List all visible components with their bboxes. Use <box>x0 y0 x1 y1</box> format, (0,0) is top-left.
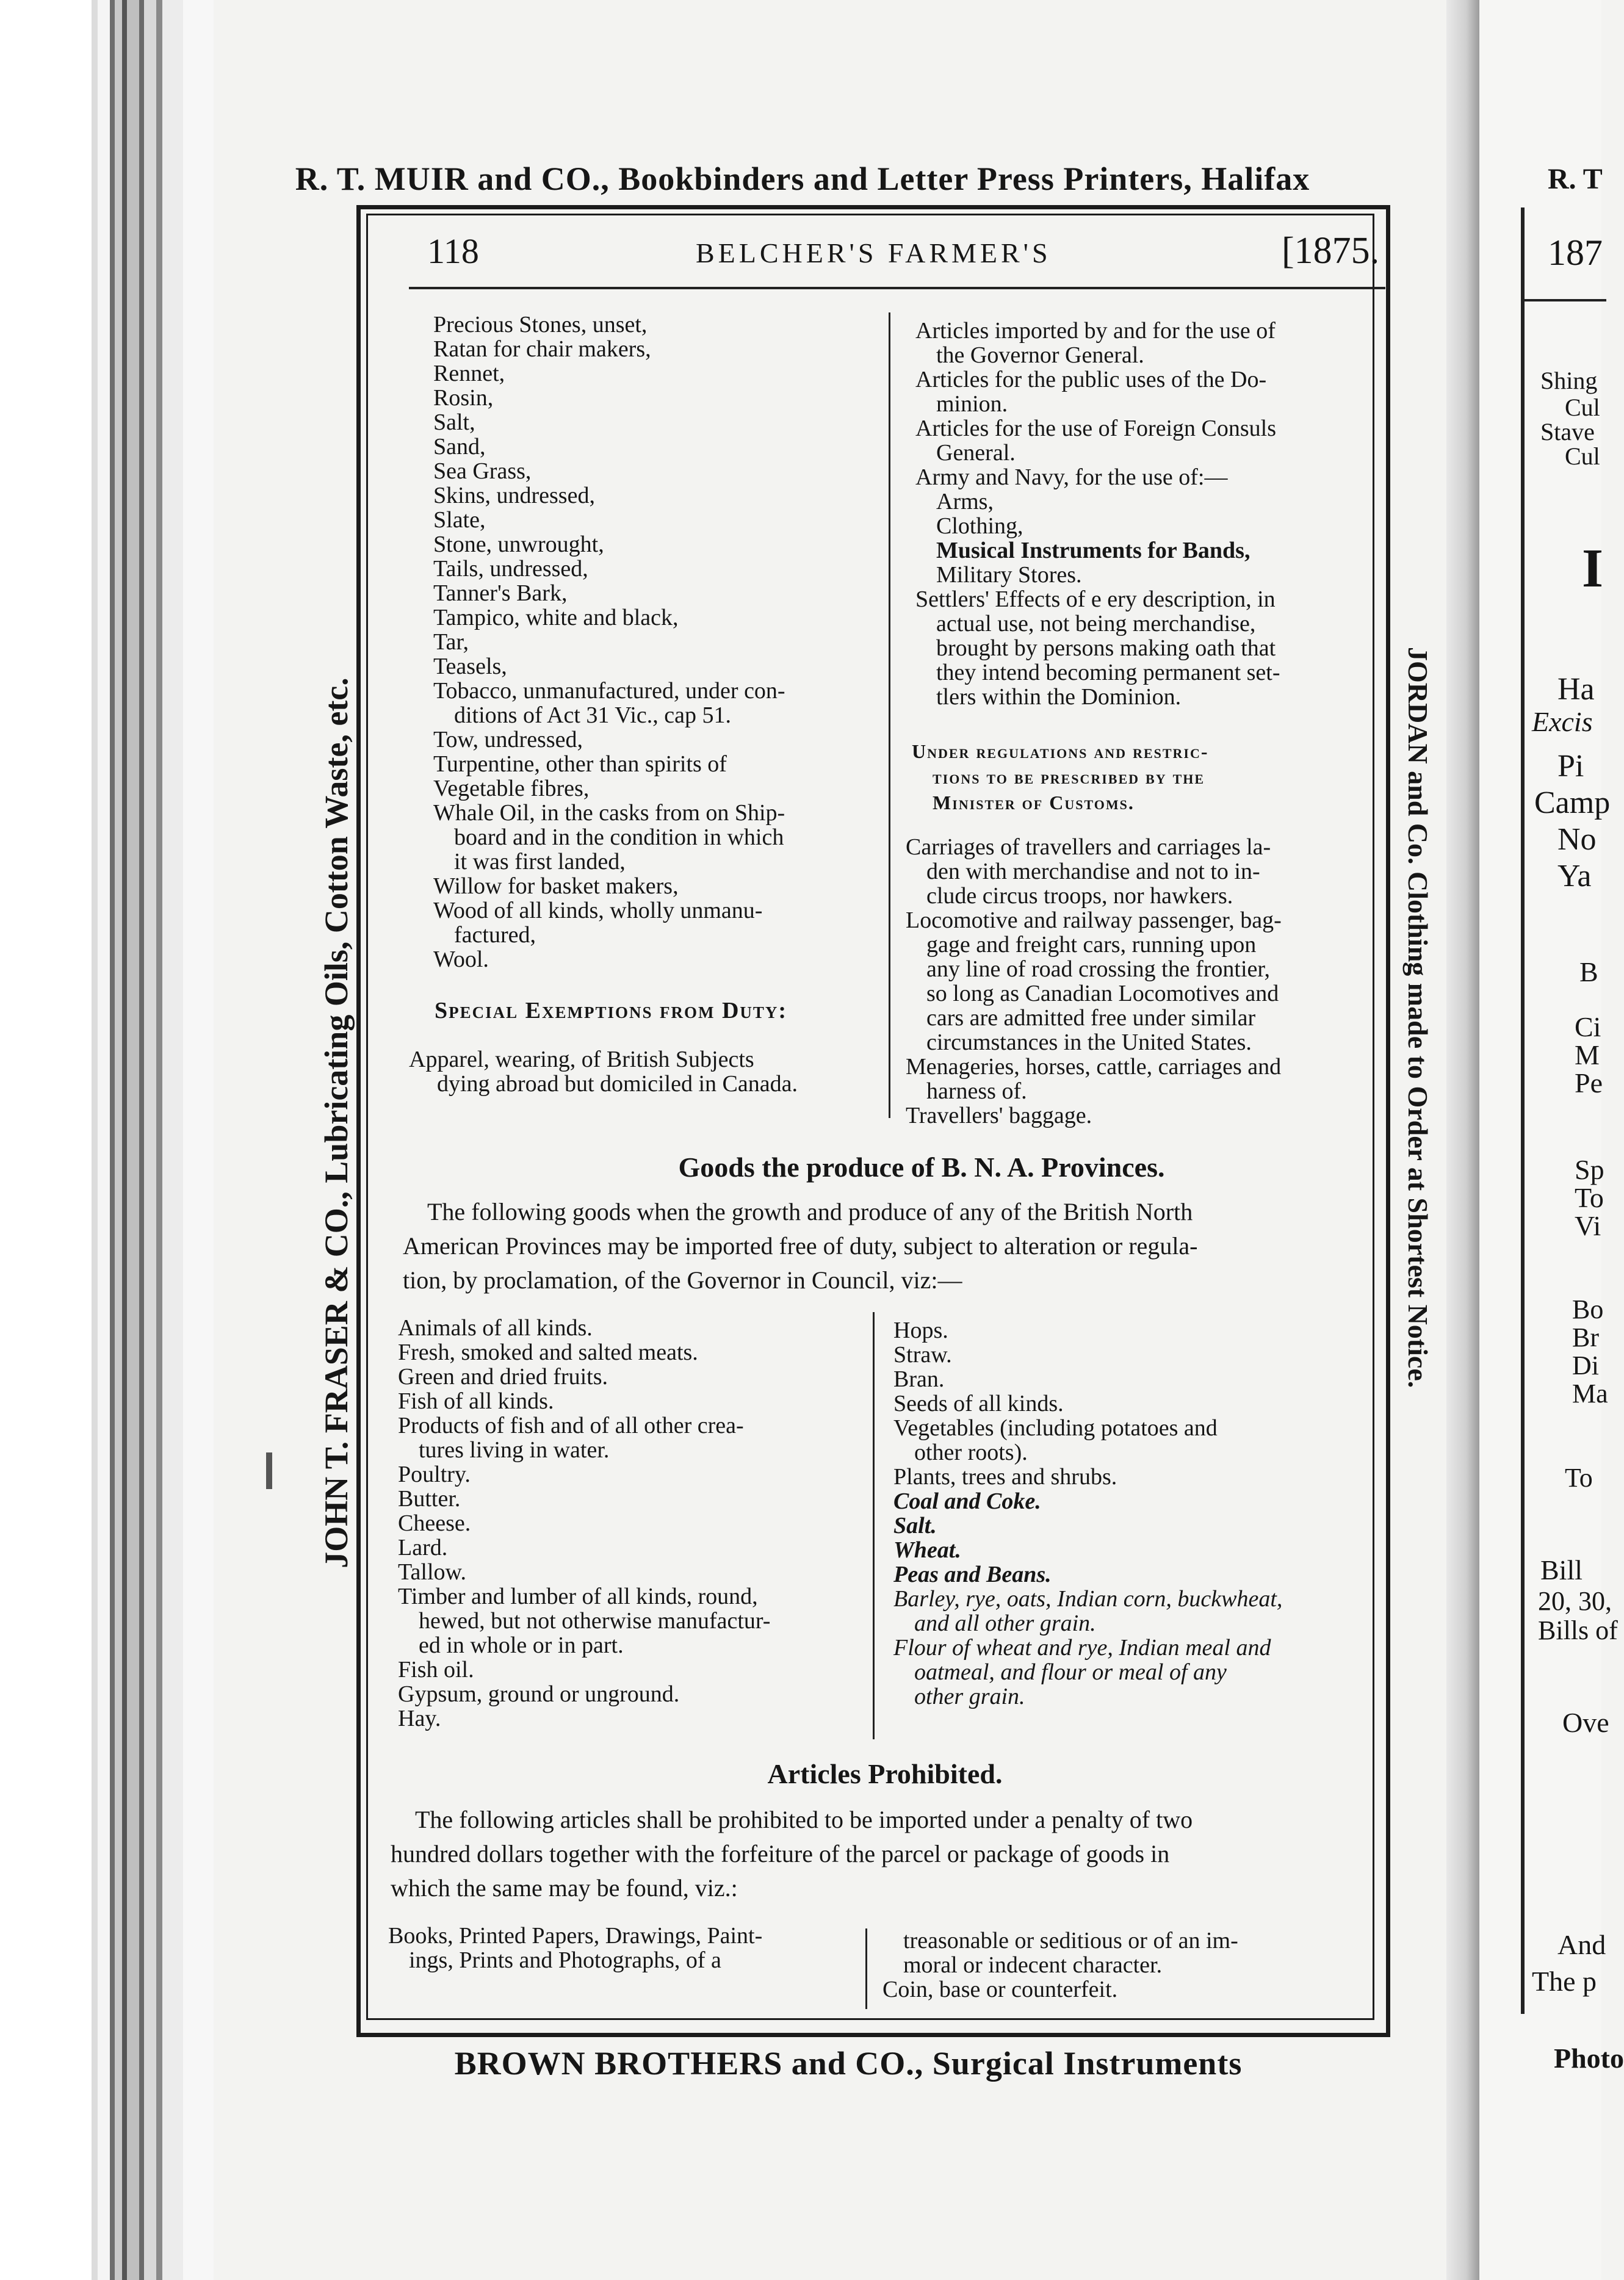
list-item: Wood of all kinds, wholly unmanu- <box>433 898 763 923</box>
heading-text: Special Exemptions from Duty: <box>435 998 788 1023</box>
list-item: Fish of all kinds. <box>398 1388 554 1414</box>
fragment: Bill <box>1540 1554 1583 1586</box>
list-item: Whale Oil, in the casks from on Ship- <box>433 800 785 826</box>
list-item: so long as Canadian Locomotives and <box>926 981 1279 1006</box>
list-item: tures living in water. <box>419 1437 610 1463</box>
list-item: Menageries, horses, cattle, carriages and <box>906 1054 1282 1080</box>
list-item: Peas and Beans. <box>893 1562 1052 1587</box>
bna-list-right <box>893 1318 1282 1709</box>
list-item: dying abroad but domiciled in Canada. <box>437 1071 798 1097</box>
fragment: Excis <box>1532 706 1593 737</box>
running-title: BELCHER'S FARMER'S <box>696 237 1052 269</box>
list-item: Military Stores. <box>936 562 1082 588</box>
fragment: Pi <box>1557 749 1584 784</box>
book-gutter-right <box>1446 0 1479 2280</box>
free-list-left <box>433 312 785 972</box>
list-item: they intend becoming permanent set- <box>936 660 1280 685</box>
fragment: Bo <box>1572 1294 1604 1324</box>
list-item: Tanner's Bark, <box>433 580 568 606</box>
list-item: Turpentine, other than spirits of <box>433 751 727 777</box>
adjacent-page-border <box>1521 207 1525 2014</box>
list-item: Skins, undressed, <box>433 483 595 508</box>
paragraph-line: hundred dollars together with the forfeiture of the parcel or package of goods in <box>391 1840 1170 1867</box>
list-item: clude circus troops, nor hawkers. <box>926 883 1233 909</box>
list-item: Fish oil. <box>398 1657 474 1683</box>
fragment: Cul <box>1565 394 1600 421</box>
fragment: Pe <box>1575 1067 1603 1099</box>
fragment: R. T <box>1548 163 1603 195</box>
footer-advertisement: BROWN BROTHERS and CO., Surgical Instruments <box>454 2045 1243 2082</box>
list-item: Bran. <box>893 1366 945 1392</box>
list-item: Tobacco, unmanufactured, under con- <box>433 678 785 704</box>
list-item: the Governor General. <box>936 342 1144 368</box>
fragment: To <box>1565 1463 1593 1493</box>
list-item: Cheese. <box>398 1510 471 1536</box>
list-item: Willow for basket makers, <box>433 873 679 899</box>
list-item: Products of fish and of all other crea- <box>398 1413 744 1438</box>
list-item: Coal and Coke. <box>893 1488 1041 1514</box>
list-item: Rennet, <box>433 361 505 386</box>
fragment: Br <box>1572 1322 1599 1352</box>
list-item: Articles for the public uses of the Do- <box>915 367 1267 392</box>
list-item: tlers within the Dominion. <box>936 684 1182 710</box>
list-item: Animals of all kinds. <box>398 1315 593 1341</box>
heading-line: Minister of Customs. <box>933 792 1135 814</box>
list-item: Army and Navy, for the use of:— <box>915 464 1228 490</box>
list-item: Tails, undressed, <box>433 556 588 582</box>
fragment: Ove <box>1562 1707 1609 1738</box>
special-exemptions-heading <box>435 998 787 1023</box>
list-item: Tallow. <box>398 1559 467 1585</box>
bna-list-left <box>398 1316 770 1731</box>
fragment: Di <box>1572 1351 1599 1380</box>
paragraph-line: American Provinces may be imported free of duty, subject to alteration or regula- <box>403 1232 1198 1260</box>
fragment: 20, 30, <box>1538 1586 1612 1616</box>
list-item: Vegetables (including potatoes and <box>893 1415 1218 1441</box>
list-item: circumstances in the United States. <box>926 1030 1252 1055</box>
list-item: Fresh, smoked and salted meats. <box>398 1340 698 1365</box>
list-item: Gypsum, ground or unground. <box>398 1681 680 1707</box>
fragment: Cul <box>1565 442 1600 470</box>
list-item: Timber and lumber of all kinds, round, <box>398 1584 758 1609</box>
paragraph-line: The following articles shall be prohibited to be imported under a penalty of two <box>415 1806 1193 1833</box>
side-advertisement-right-inner: JORDAN and Co. Clothing made to Order at Shortest Notice. <box>1402 647 1434 1388</box>
fragment: Stave <box>1540 418 1595 446</box>
fragment: Sp <box>1575 1154 1604 1185</box>
list-item: cars are admitted free under similar <box>926 1005 1256 1031</box>
list-item: Settlers' Effects of e ery description, in <box>915 586 1276 612</box>
list-item: Wheat. <box>893 1537 961 1563</box>
list-item: moral or indecent character. <box>903 1952 1163 1978</box>
fragment: Vi <box>1575 1210 1601 1241</box>
fragment: I <box>1582 538 1604 599</box>
fragment: Shing <box>1540 367 1598 394</box>
fragment: No <box>1557 822 1597 857</box>
list-item: Barley, rye, oats, Indian corn, buckwheat, <box>893 1586 1283 1612</box>
list-item: Articles imported by and for the use of <box>915 318 1276 344</box>
fragment: Photo <box>1554 2043 1624 2074</box>
list-item: Carriages of travellers and carriages la- <box>906 834 1271 860</box>
list-item: Locomotive and railway passenger, bag- <box>906 907 1282 933</box>
list-item: Tow, undressed, <box>433 727 583 752</box>
header-advertisement: R. T. MUIR and CO., Bookbinders and Letter Press Printers, Halifax <box>295 161 1310 197</box>
list-item: Coin, base or counterfeit. <box>882 1977 1118 2002</box>
fragment: The p <box>1532 1966 1597 1997</box>
list-item: ditions of Act 31 Vic., cap 51. <box>454 702 732 728</box>
list-item: Plants, trees and shrubs. <box>893 1464 1117 1490</box>
fragment: Bills of <box>1538 1615 1618 1645</box>
list-item: Butter. <box>398 1486 461 1512</box>
prohibited-list-left <box>388 1924 762 1972</box>
list-item: and all other grain. <box>914 1611 1096 1636</box>
list-item: ings, Prints and Photographs, of a <box>409 1947 721 1973</box>
side-advertisement-left: JOHN T. FRASER & CO., Lubricating Oils, Cotton Waste, etc. <box>318 677 355 1568</box>
list-item: it was first landed, <box>454 849 626 875</box>
list-item: Precious Stones, unset, <box>433 312 648 337</box>
fragment: Ma <box>1572 1379 1608 1409</box>
book-gutter-left <box>0 0 214 2280</box>
list-item: Books, Printed Papers, Drawings, Paint- <box>388 1923 763 1949</box>
special-exemptions-items <box>409 1047 798 1096</box>
paragraph-line: The following goods when the growth and produce of any of the British North <box>427 1198 1193 1225</box>
fragment: Camp <box>1534 785 1611 820</box>
margin-mark <box>266 1452 272 1489</box>
fragment: Ha <box>1557 672 1595 707</box>
list-item: Musical Instruments for Bands, <box>936 538 1250 563</box>
list-item: ed in whole or in part. <box>419 1632 624 1658</box>
regulations-heading <box>912 738 1209 815</box>
list-item: Wool. <box>433 947 489 972</box>
list-item: Sand, <box>433 434 486 460</box>
running-year: [1875. <box>1282 230 1380 272</box>
column-divider-upper <box>889 312 890 1118</box>
paragraph-line: which the same may be found, viz.: <box>391 1874 738 1902</box>
list-item: Clothing, <box>936 513 1023 539</box>
list-item: General. <box>936 440 1016 466</box>
heading-line: tions to be prescribed by the <box>933 766 1205 788</box>
adjacent-page-rule <box>1521 299 1606 301</box>
list-item: Straw. <box>893 1342 952 1368</box>
list-item: factured, <box>454 922 536 948</box>
list-item: Teasels, <box>433 654 507 679</box>
free-list-right <box>915 319 1280 709</box>
list-item: oatmeal, and flour or meal of any <box>914 1659 1227 1685</box>
page-number: 118 <box>427 231 479 271</box>
list-item: Articles for the use of Foreign Consuls <box>915 416 1277 441</box>
bna-heading: Goods the produce of B. N. A. Provinces. <box>678 1152 1165 1183</box>
list-item: hewed, but not otherwise manufactur- <box>419 1608 771 1634</box>
fragment: Ya <box>1557 859 1592 893</box>
list-item: Salt. <box>893 1513 937 1539</box>
list-item: Slate, <box>433 507 486 533</box>
list-item: Rosin, <box>433 385 494 411</box>
list-item: Salt, <box>433 409 475 435</box>
list-item: actual use, not being merchandise, <box>936 611 1256 637</box>
prohibited-list-right <box>882 1928 1238 2002</box>
list-item: gage and freight cars, running upon <box>926 932 1257 958</box>
heading-line: Under regulations and restric- <box>912 740 1209 762</box>
list-item: other grain. <box>914 1684 1025 1709</box>
list-item: Apparel, wearing, of British Subjects <box>409 1047 754 1072</box>
list-item: minion. <box>936 391 1008 417</box>
list-item: harness of. <box>926 1078 1027 1104</box>
list-item: board and in the condition in which <box>454 824 784 850</box>
list-item: Tampico, white and black, <box>433 605 679 630</box>
column-divider-lower <box>865 1928 867 2009</box>
list-item: Green and dried fruits. <box>398 1364 608 1390</box>
fragment: M <box>1575 1039 1600 1070</box>
list-item: Hops. <box>893 1318 948 1343</box>
list-item: Tar, <box>433 629 469 655</box>
prohibited-intro <box>391 1803 1193 1905</box>
list-item: any line of road crossing the frontier, <box>926 956 1271 982</box>
fragment: Ci <box>1575 1011 1601 1042</box>
prohibited-heading: Articles Prohibited. <box>767 1758 1003 1789</box>
list-item: Seeds of all kinds. <box>893 1391 1064 1416</box>
fragment: B <box>1579 956 1598 987</box>
fragment: To <box>1575 1182 1604 1213</box>
header-rule <box>409 287 1385 289</box>
list-item: Poultry. <box>398 1462 471 1487</box>
fragment: And <box>1557 1929 1606 1960</box>
adjacent-page <box>1479 0 1624 2280</box>
list-item: other roots). <box>914 1440 1028 1465</box>
list-item: treasonable or seditious or of an im- <box>903 1928 1238 1954</box>
list-item: Sea Grass, <box>433 458 532 484</box>
list-item: Arms, <box>936 489 994 514</box>
list-item: Hay. <box>398 1706 441 1731</box>
paragraph-line: tion, by proclamation, of the Governor in Council, viz:— <box>403 1266 962 1294</box>
list-item: Travellers' baggage. <box>906 1103 1092 1128</box>
regulations-items <box>906 835 1282 1128</box>
list-item: Stone, unwrought, <box>433 532 604 557</box>
column-divider-middle <box>873 1312 875 1739</box>
list-item: Vegetable fibres, <box>433 776 590 801</box>
list-item: brought by persons making oath that <box>936 635 1276 661</box>
list-item: Lard. <box>398 1535 448 1560</box>
fragment: 187 <box>1548 233 1603 273</box>
list-item: den with merchandise and not to in- <box>926 859 1260 884</box>
list-item: Flour of wheat and rye, Indian meal and <box>893 1635 1271 1661</box>
list-item: Ratan for chair makers, <box>433 336 651 362</box>
bna-intro <box>403 1195 1198 1297</box>
